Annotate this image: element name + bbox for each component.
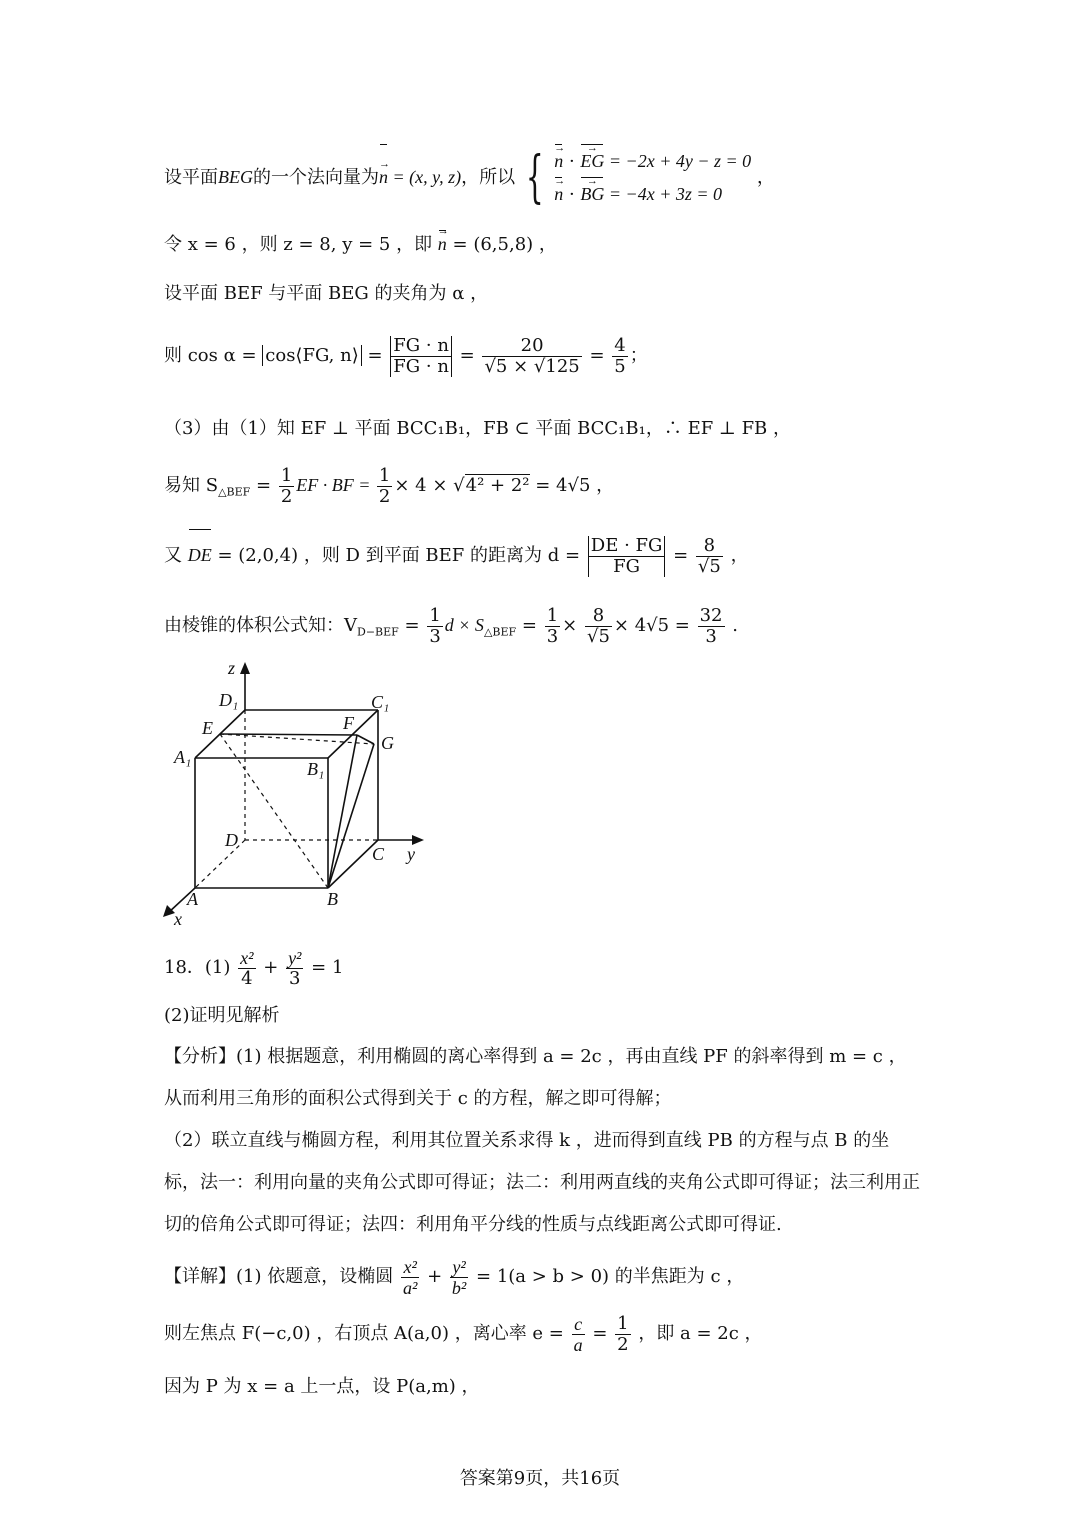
cube-figure <box>155 655 435 925</box>
detail-line3: 因为 P 为 x = a 上一点，设 P(a,m) ， <box>164 1376 480 1397</box>
detail-line1: 【详解】(1) 依题意，设椭圆 $\frac{\text{x²}}{\text{a²}}$ + $\frac{\text{y²}}{\text{b²}}$ = 1(a > b > 0) 的半焦距为 c ， <box>164 1256 745 1298</box>
cos-alpha-line: 则 cos α = cos⟨FG, n⟩ = $\frac{FG \cdot n}{FG \cdot n}$ = $\frac{20}{√5 \times √125}$ = $\frac{4}{5}$ ； <box>164 334 648 377</box>
label-D1: D₁ <box>219 690 239 710</box>
label-z: z <box>228 658 236 678</box>
label-D: D <box>225 830 238 850</box>
angle-def-line: 设平面 BEF 与平面 BEG 的夹角为 α ， <box>164 283 489 304</box>
label-A: A <box>187 889 198 909</box>
label-C1: C₁ <box>371 692 390 712</box>
analysis-part1: 【分析】(1) 根据题意，利用椭圆的离心率得到 a = 2c ，再由直线 PF 的斜率得到 m = c ，从而利用三角形的面积公式得到关于 c 的方程，解之即可得解； <box>164 1046 907 1109</box>
label-F: F <box>343 713 354 733</box>
label-B1: B₁ <box>307 759 325 779</box>
label-A1: A₁ <box>174 747 192 767</box>
normal-vector-line: 设平面BEG的一个法向量为n → = (x, y, z)，所以 { n → · EG → = −2x + 4y − z = 0 n → · BG → = −4x + 3z = 0 ， <box>164 145 775 211</box>
label-G: G <box>381 733 394 753</box>
equation-system: n → · EG → = −2x + 4y − z = 0 n → · BG → = −4x + 3z = 0 <box>554 145 751 211</box>
analysis-part2: （2）联立直线与椭圆方程，利用其位置关系求得 k ，进而得到直线 PB 的方程与点 B 的坐标，法一：利用向量的夹角公式即可得证；法二：利用两直线的夹角公式即可得证；法三利用正切的倍角公式即可得证；法四：利用角平分线的性质与点线距离公式即可得证. <box>164 1130 920 1235</box>
distance-line: 又 DE = (2,0,4) ，则 D 到平面 BEF 的距离为 d = $\frac{DE \cdot FG}{FG}$ = $\frac{8}{√5}$ ， <box>164 530 749 581</box>
q18-part2: (2)证明见解析 <box>164 1005 280 1026</box>
label-B: B <box>327 889 338 909</box>
label-C: C <box>372 844 385 864</box>
label-y: y <box>407 844 415 864</box>
label-E: E <box>202 718 213 738</box>
area-line: 易知 $S_{\triangle BEF}$ = $\frac{1}{2}$ EF · BF = $\frac{1}{2}$ × 4 × √4² + 2² = 4√5 ， <box>164 464 615 507</box>
volume-line: 由棱锥的体积公式知：$V_{D-BEF}$ = $\frac{1}{3}$ $d \times S_{\triangle BEF}$ = $\frac{1}{3}$ × $\frac{8}{√5}$ × 4√5 = $\frac{32}{3}$ . <box>164 604 738 647</box>
perpendicular-line: （3）由（1）知 EF ⊥ 平面 BCC₁B₁，FB ⊂ 平面 BCC₁B₁，∴ EF ⊥ FB ， <box>164 418 792 439</box>
label-x: x <box>174 909 182 925</box>
let-x-line: 令 x = 6 ，则 z = 8, y = 5 ，即 n → = (6,5,8) ， <box>164 231 557 258</box>
detail-line2: 则左焦点 F(−c,0) ，右顶点 A(a,0) ，离心率 e = $\frac{c}{a}$ = $\frac{1}{2}$ ，即 a = 2c ， <box>164 1312 763 1355</box>
page-footer: 答案第9页，共16页 <box>459 1468 621 1489</box>
q18-answer: 18．(1) $\frac{\text{x²}}{4}$ + $\frac{\text{y²}}{3}$ = 1 <box>164 947 344 989</box>
